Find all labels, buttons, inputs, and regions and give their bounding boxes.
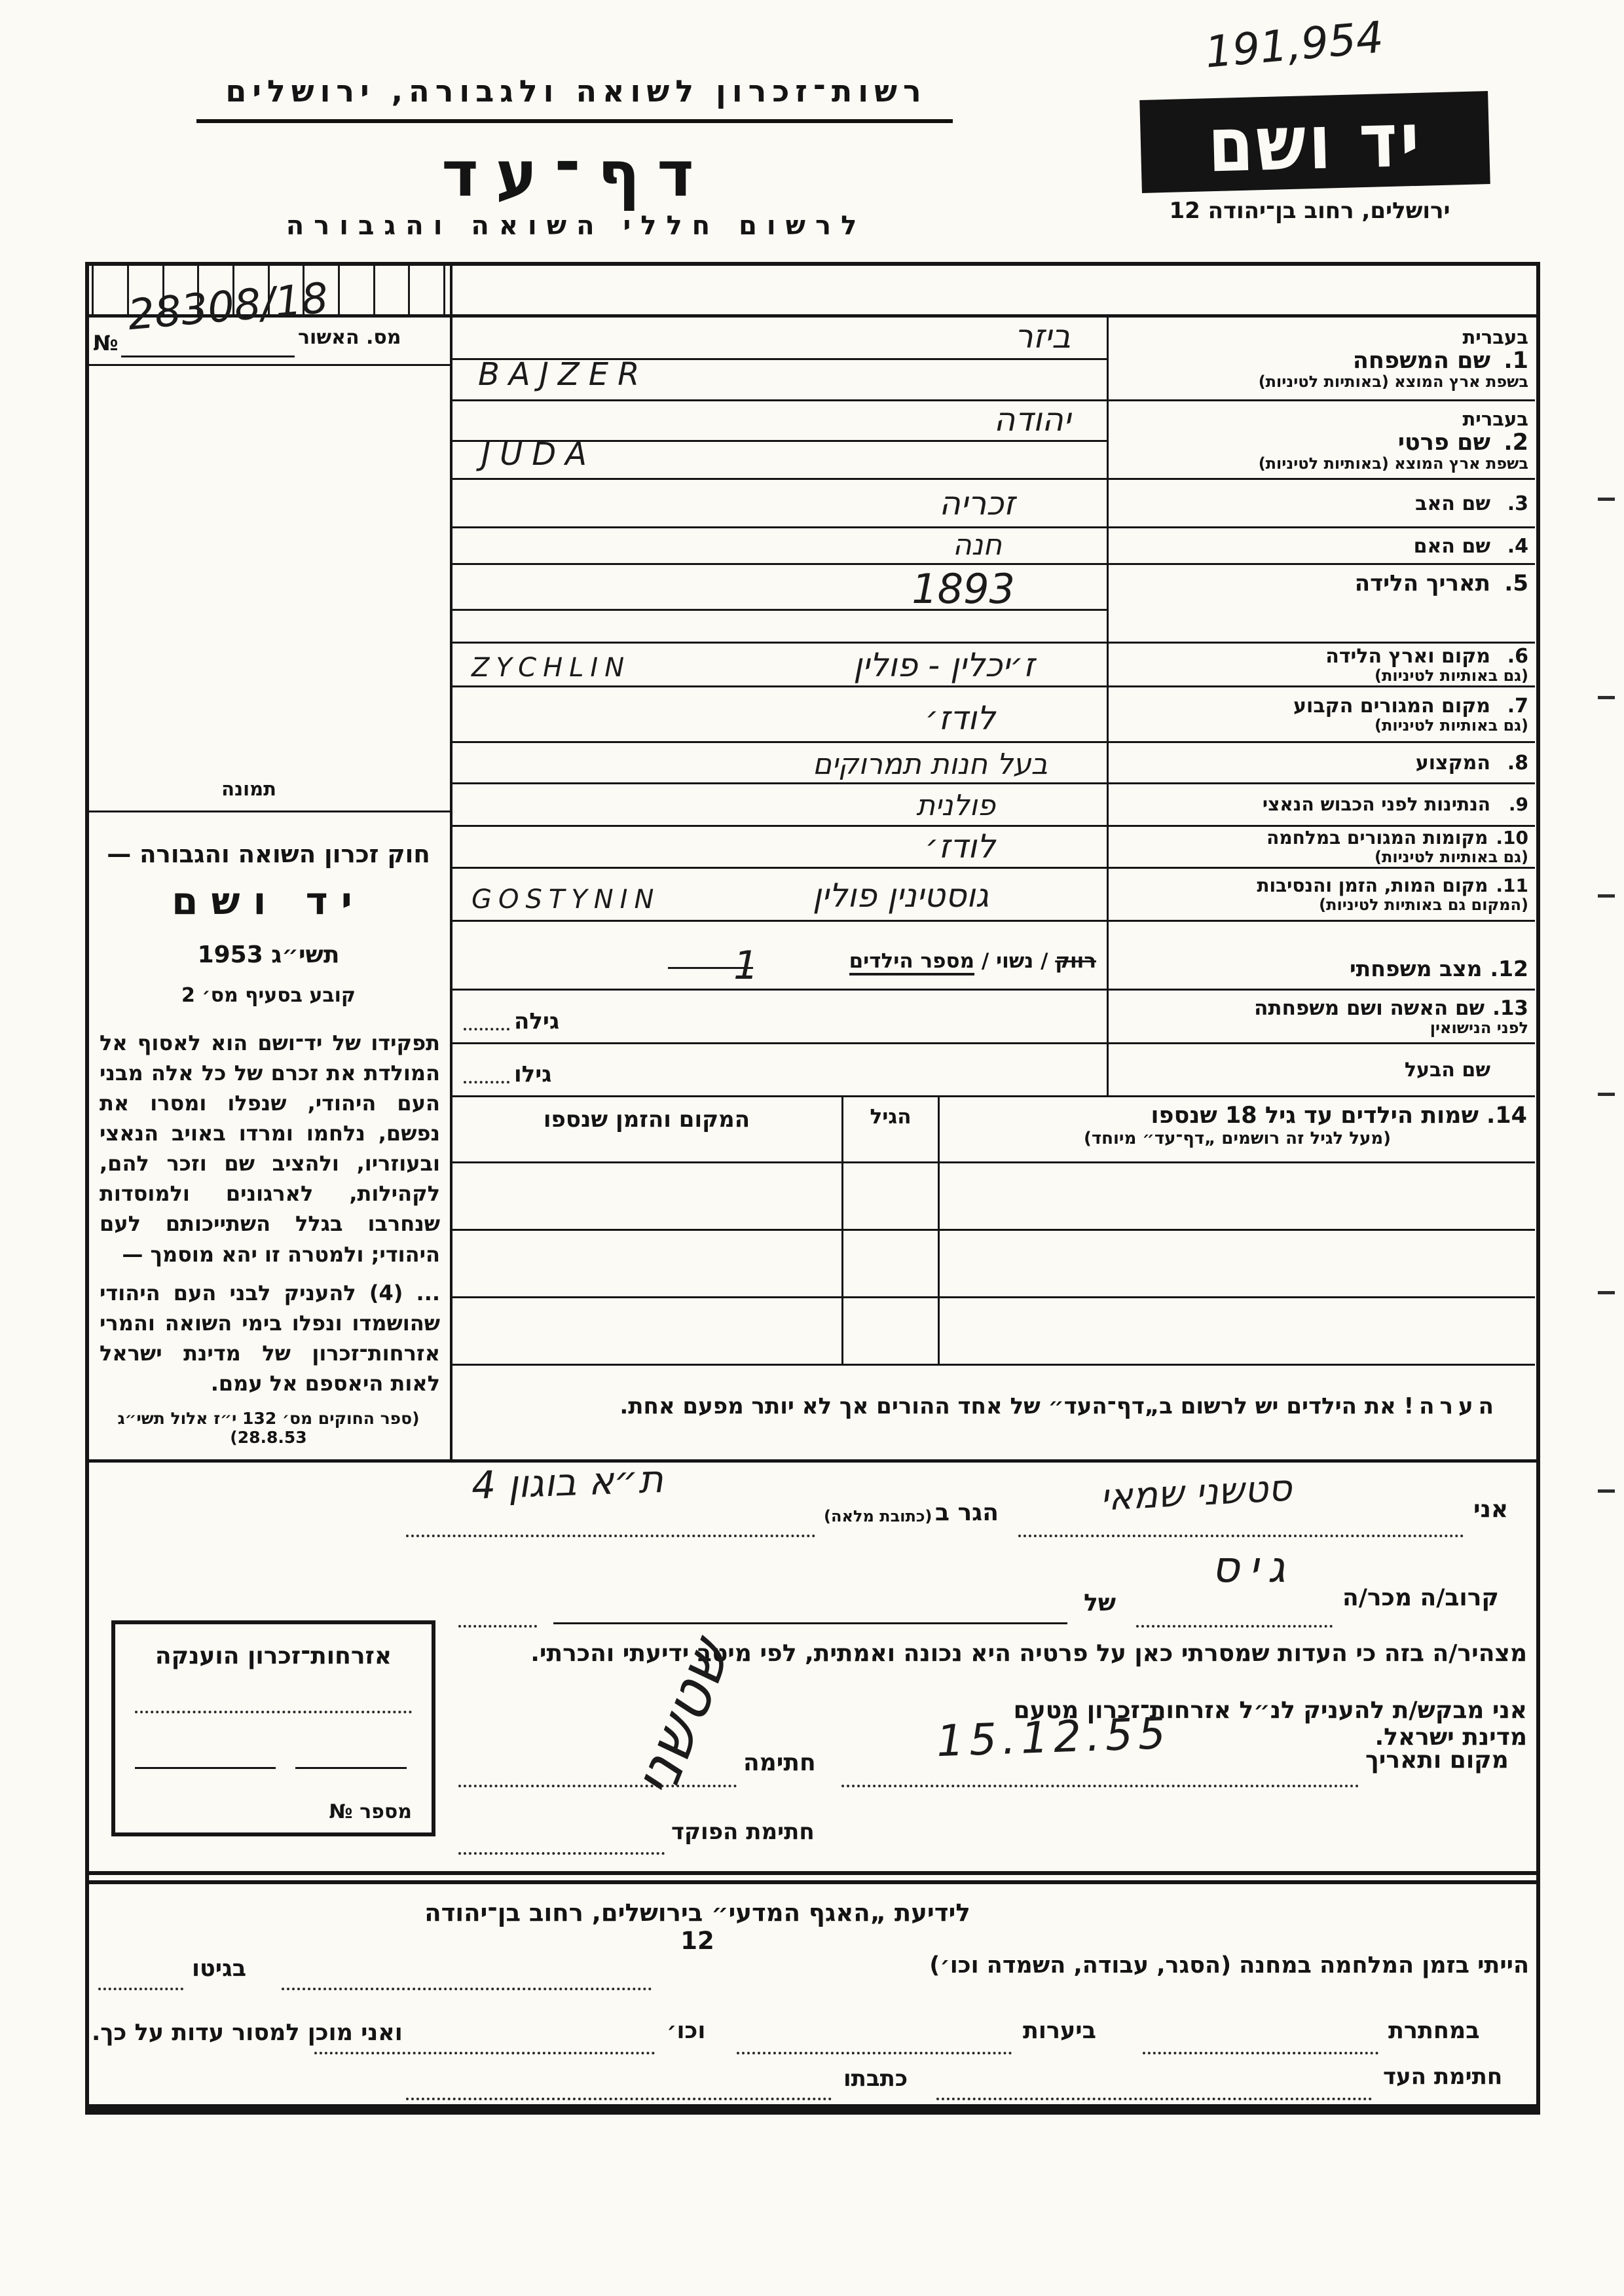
scan-ruler-mark (1598, 1093, 1615, 1096)
place-column-header: המקום והזמן שנספו (543, 1106, 750, 1133)
entry-underline (452, 607, 1107, 611)
relative-label: קרוב/ה מכר/ה (1342, 1584, 1499, 1611)
photo-label: תמונה (221, 778, 276, 800)
row-value (452, 991, 1107, 1042)
his-age-line (464, 1078, 509, 1084)
handwritten-birth-place-hebrew: ז׳יכלין - פולין (853, 646, 1035, 684)
row-value (452, 1044, 1107, 1095)
handwritten-place-of-death-hebrew: גוסטינין פולין (812, 877, 989, 915)
handwritten-mother-name: חנה (952, 528, 1002, 562)
section-divider-rule-bottom (88, 1880, 1539, 1884)
form-row-father-name (452, 480, 1535, 528)
row-label: 11. מקום המות, הזמן והנסיבות (המקום גם באותיות לטיניות) (1107, 869, 1535, 920)
handwritten-declarant-address: ת״א בוגון 4 (470, 1456, 665, 1508)
row-label: 3. שם האב (1107, 480, 1535, 526)
handwritten-serial-number: 191,954 (1203, 12, 1386, 78)
her-age-line (464, 1025, 509, 1030)
handwritten-father-name: זכריה (939, 484, 1015, 522)
handwritten-certificate-number: 28308/18 (126, 274, 331, 340)
logo-text: יד ושם (1206, 95, 1424, 189)
handwritten-declarant-name: סטשני שמאי (1099, 1467, 1293, 1520)
handwritten-family-name-hebrew: ביזר (1014, 318, 1071, 355)
place-and-date-label: מקום ותאריך (1365, 1747, 1509, 1774)
scan-ruler-mark (1598, 1489, 1615, 1493)
row-label: בעברית 2. שם פרטי בשפת ארץ המוצא (באותיות לטיניות) (1107, 401, 1535, 478)
law-title: חוק זכרון השואה והגבורה — (107, 840, 430, 868)
handwritten-first-name-hebrew: יהודה (993, 401, 1071, 439)
underground-label: במחתרת (1388, 2018, 1480, 2044)
her-age-label: גילה (514, 1008, 560, 1034)
handwritten-first-name-latin: JUDA (481, 436, 597, 473)
stamp-box-title: אזרחות־זכרון הוענקה (155, 1643, 392, 1669)
scan-ruler-mark (1598, 894, 1615, 898)
note-title: הערה! (1403, 1393, 1499, 1419)
ghetto-answer-line (98, 1985, 183, 1990)
handwritten-date: 15.12.55 (935, 1707, 1172, 1767)
relation-line (1136, 1622, 1333, 1628)
children-table-header (452, 1095, 1535, 1163)
his-age-label: גילו (514, 1061, 552, 1087)
stamp-box-number-label: מספר № (329, 1800, 412, 1823)
row-label: 13. שם האשה ושם משפחתה לפני הנישואין (1107, 991, 1535, 1042)
number-sign: № (93, 331, 119, 355)
law-name: יד ושם (172, 879, 365, 923)
witness-signature-line (936, 2095, 1372, 2100)
scan-ruler-mark (1598, 1291, 1615, 1294)
witness-address-line (406, 2095, 832, 2100)
row-label: 8. המקצוע (1107, 743, 1535, 782)
age-column-header: הגיל (841, 1097, 938, 1161)
note-band (452, 1366, 1535, 1459)
handwritten-relation: גיס (1211, 1542, 1295, 1592)
handwritten-children-count: 1 (733, 943, 759, 989)
row-value (452, 922, 1107, 989)
row-label: 7. מקום המגורים הקבוע (גם באותיות לטיניות) (1107, 687, 1535, 741)
law-year: תשי״ג 1953 (197, 941, 340, 968)
logo-address: ירושלים, רחוב בן־יהודה 12 (1169, 198, 1450, 224)
handwritten-birth-year: 1893 (912, 565, 1015, 613)
form-row-first-name (452, 401, 1535, 480)
authority-title: רשות־זכרון לשואה ולגבורה, ירושלים (225, 73, 927, 109)
forests-answer-line (737, 2049, 1012, 2054)
citizenship-request: אני מבקש/ת להעניק לנ״ל אזרחות־זכרון מטעם מדינת ישראל. (1013, 1697, 1527, 1751)
row-value (452, 316, 1107, 399)
place-date-line (841, 1782, 1359, 1787)
declarant-name-line (1018, 1532, 1464, 1537)
hebrew-entry-line (452, 316, 1107, 360)
stamp-box-dotted-line (135, 1708, 412, 1713)
handwritten-wartime-residence: לודז׳ (925, 828, 995, 866)
row-value (452, 565, 1107, 642)
handwritten-place-of-death-latin: GOSTYNIN (471, 884, 661, 915)
signature-label: חתימה (743, 1749, 816, 1776)
grid-bottom-rule (88, 1459, 1539, 1463)
etc-label: וכו׳ (667, 2018, 706, 2044)
witness-signature-label: חתימת העד (1383, 2064, 1503, 2090)
row-label: 4. שם האם (1107, 528, 1535, 563)
title-underline (196, 119, 953, 123)
row-value (452, 743, 1107, 782)
row-value (452, 401, 1107, 478)
handwritten-citizenship: פולנית (916, 789, 995, 822)
children-label-cell: 14. שמות הילדים עד גיל 18 שנספו (מעל לגיל זה רושמים „דף־עד״ מיוחד) (938, 1097, 1535, 1161)
clerk-signature-label: חתימת הפוקד (671, 1819, 815, 1845)
witness-address-label: כתבתו (843, 2066, 908, 2092)
form-row-family-name (452, 316, 1535, 401)
handwritten-family-name-latin: BAJZER (478, 356, 649, 393)
row-value (452, 644, 1107, 685)
row-value (452, 869, 1107, 920)
willing-to-testify-text: ואני מוכן למסור עדות על כך. (92, 2020, 403, 2046)
law-clause: קובע בסעיף מס׳ 2 (181, 984, 356, 1007)
forests-label: ביערות (1023, 2018, 1096, 2044)
form-row-place-of-death (452, 869, 1535, 922)
law-paragraph: תפקידו של יד־ושם הוא לאסוף אל המולדת את זכרם של כל אלה מבני העם היהודי, שנפלו ומסרו את נפשם, נלחמו ומרדו באויב הנאצי ובעוזריו, ולהציב שם וזכר להם, לקהילות, לארגונים ולמוסדות שנחרבו בגלל השתייכותם לעם היהודי; ולמטרה זו יהא מוסמך — (100, 1030, 440, 1267)
full-address-note: (כתובת מלאה) (824, 1507, 932, 1525)
stamp-box-line-a (135, 1767, 276, 1769)
law-item-4: ... (4) להעניק לבני העם היהודי שהושמדו ונפלו בימי השואה והמרי אזרחות־זכרון של מדינת ישראל לאות היאספם אל עמם. (100, 1281, 441, 1396)
scan-ruler-mark (1598, 696, 1615, 699)
wartime-camp-question: הייתי בזמן המלחמה במחנה (הסגר, עבודה, השמדה וכו׳) (929, 1952, 1529, 1978)
related-person-line (553, 1622, 1067, 1624)
declarant-i-label: אני (1473, 1496, 1509, 1523)
section-divider-rule-top (88, 1871, 1539, 1875)
form-subtitle: לרשום חללי השואה והגבורה (286, 211, 867, 241)
camp-answer-line (282, 1985, 652, 1990)
handwritten-profession: בעל חנות תמרוקים (812, 748, 1048, 781)
row-label: 12. מצב משפחתי (1107, 922, 1535, 989)
declaration-statement: מצהיר/ה בזה כי העדות שמסרתי כאן על פרטיה היא נכונה ואמתית, לפי מיטב ידיעתי והכרתי. (530, 1640, 1527, 1667)
form-row-wife-name (452, 991, 1535, 1044)
form-row-marital-status (452, 922, 1535, 991)
handwritten-permanent-residence: לודז׳ (925, 699, 995, 737)
handwritten-signature: שטשני (618, 1630, 745, 1806)
form-row-wartime-residence (452, 827, 1535, 869)
yad-vashem-logo (1139, 91, 1490, 193)
photo-box-bottom-rule (88, 811, 450, 812)
children-table (452, 1095, 1535, 1366)
of-label: של (1084, 1590, 1116, 1616)
row-label: 5. תאריך הלידה (1107, 565, 1535, 642)
row-label: בעברית 1. שם המשפחה בשפת ארץ המוצא (באותיות לטיניות) (1107, 316, 1535, 399)
form-row-profession (452, 743, 1535, 784)
row-value (452, 784, 1107, 825)
form-row-permanent-residence (452, 687, 1535, 743)
certificate-row-rule (88, 364, 450, 366)
form-row-mother-name (452, 528, 1535, 565)
children-table-empty-row (452, 1298, 1535, 1366)
etc-answer-line (314, 2049, 655, 2054)
declarant-address-line (406, 1532, 815, 1537)
scientific-department-info: לידיעת „האגף המדעי״ בירושלים, רחוב בן־יהודה 12 (424, 1899, 970, 1955)
row-label: 10. מקומות המגורים במלחמה (גם באותיות לטיניות) (1107, 827, 1535, 867)
memorial-citizenship-box (111, 1620, 435, 1836)
certificate-number-label: מס. האשור (298, 326, 401, 349)
row-label: 6. מקום וארץ הלידה (גם באותיות לטיניות) (1107, 644, 1535, 685)
row-value (452, 528, 1107, 563)
row-value (452, 827, 1107, 867)
fields-grid (452, 316, 1535, 1095)
row-value (452, 687, 1107, 741)
stamp-box-line-b (295, 1767, 407, 1769)
handwritten-birth-place-latin: ZYCHLIN (471, 653, 631, 683)
form-row-birth-place (452, 644, 1535, 687)
related-person-line-end (458, 1622, 537, 1628)
marital-status-options: רווק / נשוי / מספר הילדים (849, 949, 1096, 973)
clerk-signature-line (458, 1850, 665, 1855)
form-row-citizenship (452, 784, 1535, 827)
resides-at-label: הגר ב (935, 1499, 999, 1526)
row-value (452, 480, 1107, 526)
note-text: את הילדים יש לרשום ב„דף־העד״ של אחד ההורים אך לא יותר מפעם אחת. (619, 1393, 1396, 1419)
form-title: דף־עד (441, 137, 711, 211)
law-source: (ספר החוקים מס׳ 132 י״ז אלול תשי״ג 28.8.53) (117, 1409, 420, 1447)
children-table-empty-row (452, 1231, 1535, 1298)
underground-answer-line (1143, 2049, 1378, 2054)
row-label: 9. הנתינות לפני הכבוש הנאצי (1107, 784, 1535, 825)
scan-ruler-mark (1598, 498, 1615, 501)
form-row-birth-date (452, 565, 1535, 644)
certificate-number-line (121, 355, 295, 357)
form-row-husband-name (452, 1044, 1535, 1095)
row-label: שם הבעל (1107, 1044, 1535, 1095)
children-table-empty-row (452, 1163, 1535, 1231)
ghetto-label: בגיטו (192, 1956, 247, 1982)
